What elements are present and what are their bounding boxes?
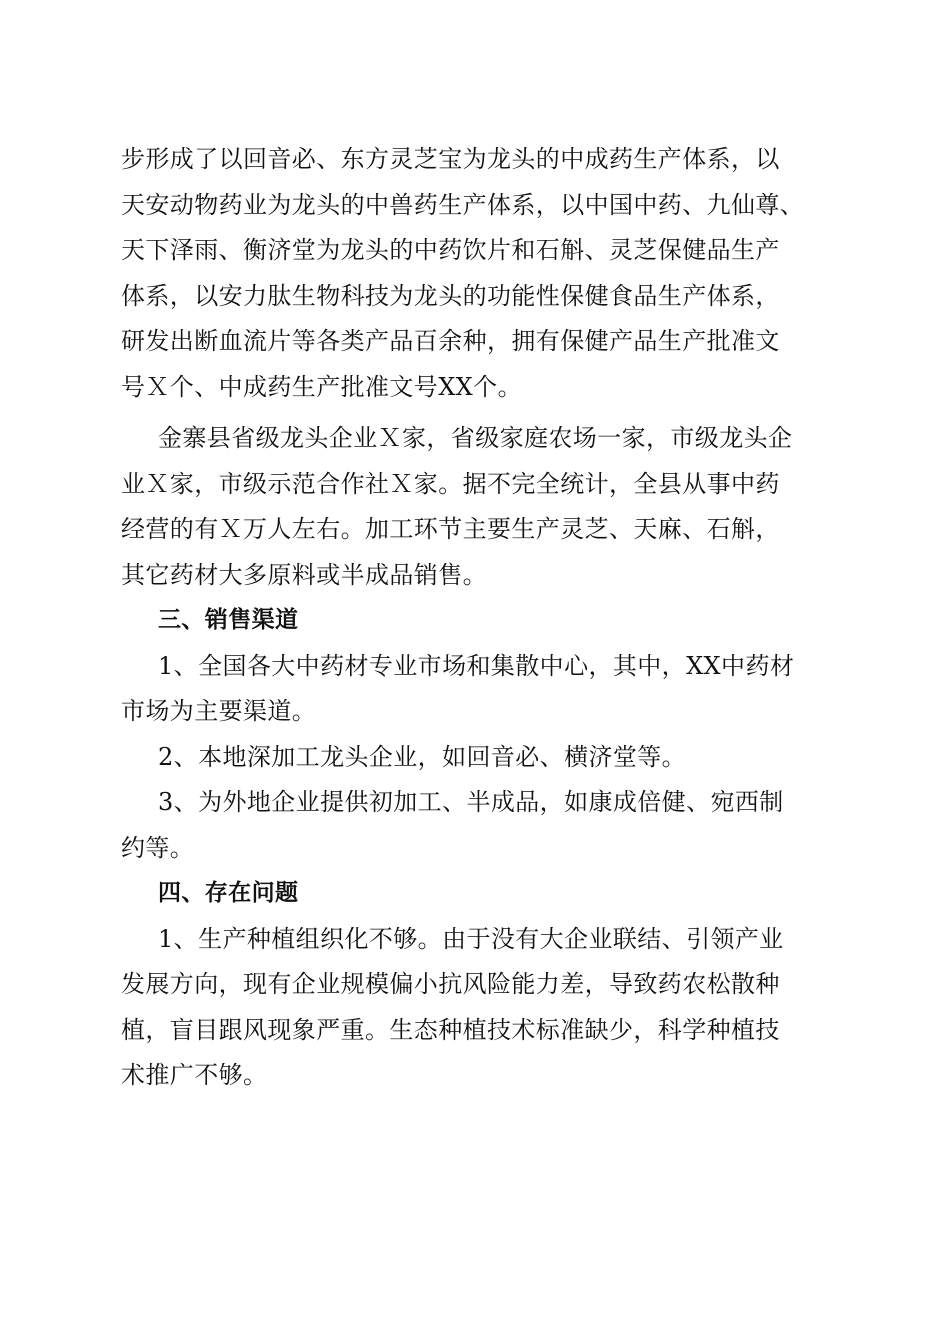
text-line: 经营的有Ｘ万人左右。加工环节主要生产灵芝、天麻、石斛， [121, 515, 780, 543]
text-line: 研发出断血流片等各类产品百余种，拥有保健产品生产批准文 [121, 327, 780, 355]
text-line: 市场为主要渠道。 [121, 697, 317, 725]
list-item-sales-3 [121, 780, 833, 871]
text-line: 天下泽雨、衡济堂为龙头的中药饮片和石斛、灵芝保健品生产 [121, 236, 780, 264]
text-line: 金寨县省级龙头企业Ｘ家，省级家庭农场一家，市级龙头企 [158, 424, 793, 452]
section-heading-sales-channels: 三、销售渠道 [158, 607, 299, 633]
text-line: 1、生产种植组织化不够。由于没有大企业联结、引领产业 [158, 924, 784, 953]
text-line: 体系，以安力肽生物科技为龙头的功能性保健食品生产体系， [121, 281, 780, 310]
section-heading-existing-problems: 四、存在问题 [158, 880, 299, 906]
text-line: 约等。 [121, 833, 195, 862]
text-line: 业Ｘ家，市级示范合作社Ｘ家。据不完全统计，全县从事中药 [121, 469, 780, 498]
text-line: 3、为外地企业提供初加工、半成品，如康成倍健、宛西制 [158, 788, 784, 816]
list-item-problems-1 [121, 917, 833, 1099]
text-line: 其它药材大多原料或半成品销售。 [121, 560, 487, 589]
text-line: 天安动物药业为龙头的中兽药生产体系，以中国中药、九仙尊、 [121, 190, 805, 219]
text-line: 1、全国各大中药材专业市场和集散中心，其中，XX中药材 [158, 651, 795, 680]
text-line: 2、本地深加工龙头企业，如回音必、横济堂等。 [158, 742, 687, 771]
list-item-sales-2 [121, 735, 833, 781]
paragraph-enterprises [121, 416, 833, 598]
text-line: 术推广不够。 [121, 1061, 268, 1089]
paragraph-production-systems [121, 137, 833, 410]
list-item-sales-1 [121, 644, 833, 735]
text-line: 植，盲目跟风现象严重。生态种植技术标准缺少，科学种植技 [121, 1015, 780, 1044]
document-body [121, 137, 833, 1099]
text-line: 号Ｘ个、中成药生产批准文号XX个。 [121, 372, 522, 401]
text-line: 发展方向，现有企业规模偏小抗风险能力差，导致药农松散种 [121, 970, 780, 998]
text-line: 步形成了以回音必、东方灵芝宝为龙头的中成药生产体系，以 [121, 145, 780, 173]
